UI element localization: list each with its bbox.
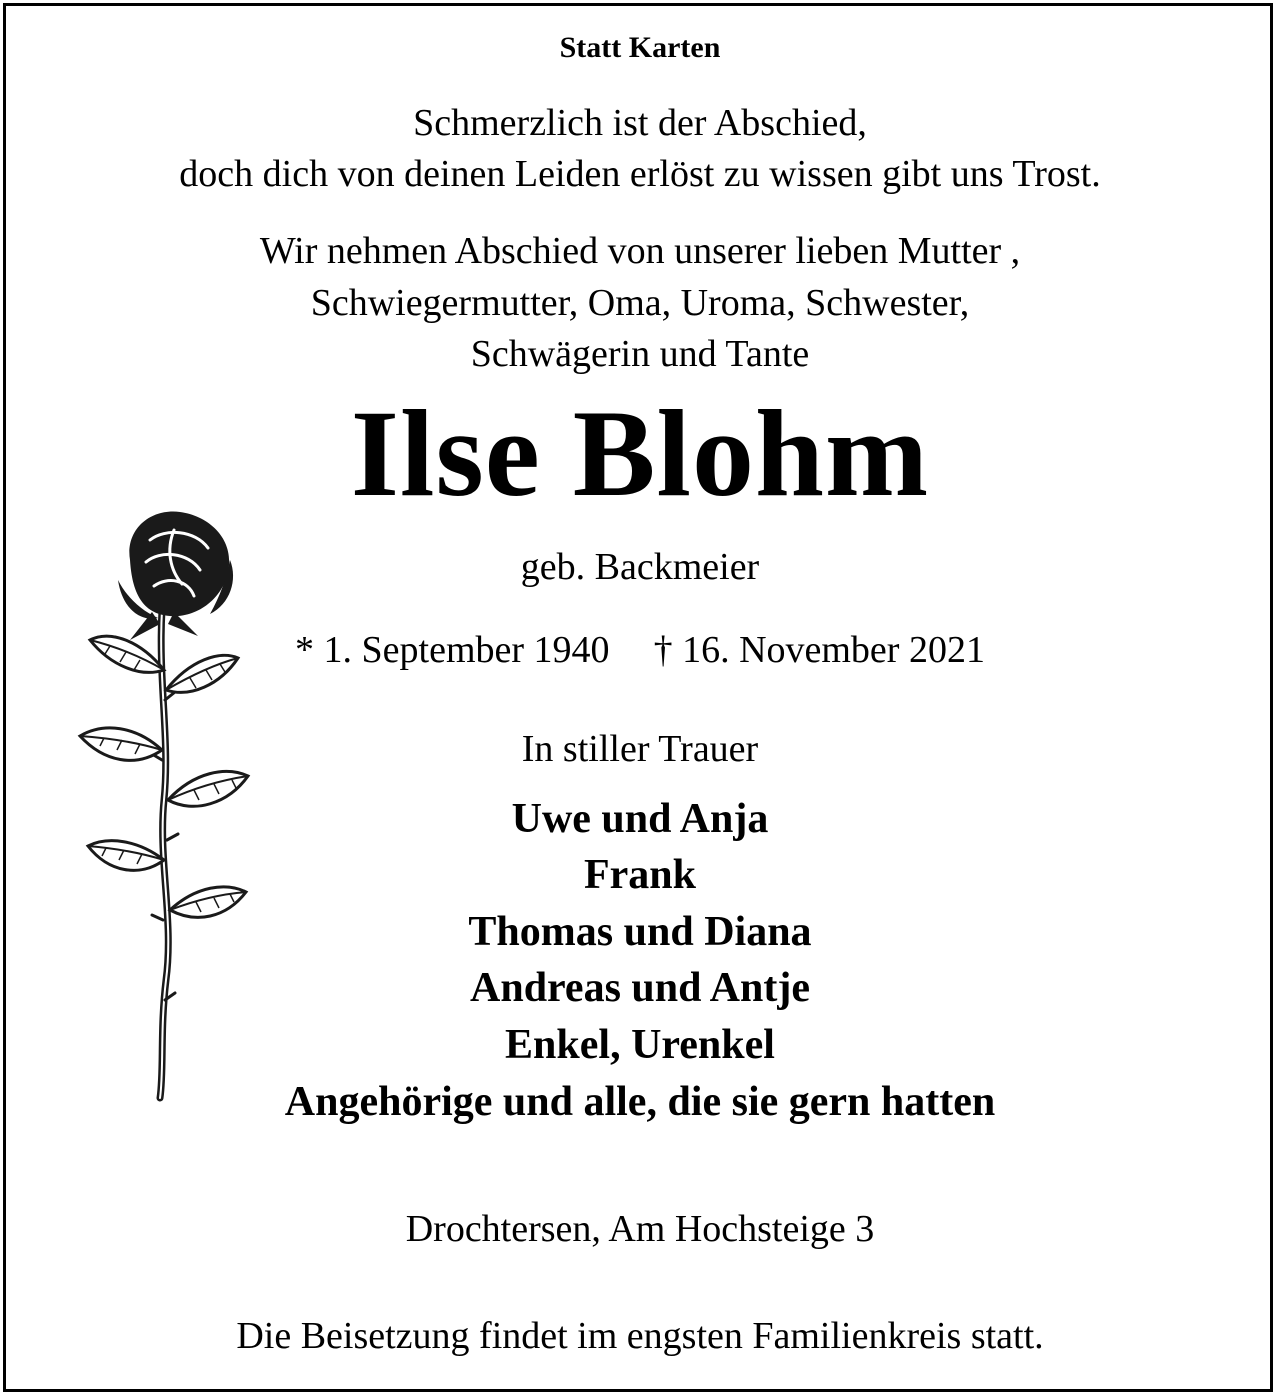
verse-line-1: Schmerzlich ist der Abschied,: [413, 102, 867, 144]
intro-line-2: Schwiegermutter, Oma, Uroma, Schwester,: [310, 282, 970, 324]
mourner-1: Uwe und Anja: [511, 796, 769, 842]
address: Drochtersen, Am Hochsteige 3: [405, 1208, 875, 1250]
maiden-name: geb. Backmeier: [520, 546, 760, 588]
notice-header: Statt Karten: [559, 31, 721, 64]
intro-line-3: Schwägerin und Tante: [470, 333, 810, 375]
burial-note: Die Beisetzung findet im engsten Familienkreis statt.: [236, 1315, 1044, 1357]
deceased-name: Ilse Blohm: [350, 385, 930, 522]
death-date: † 16. November 2021: [653, 629, 985, 671]
mourner-6: Angehörige und alle, die sie gern hatten: [284, 1079, 996, 1125]
birth-date: * 1. September 1940: [295, 629, 610, 671]
mourning-intro: In stiller Trauer: [521, 728, 759, 770]
intro-line-1: Wir nehmen Abschied von unserer lieben Mutter ,: [259, 230, 1021, 272]
rose-icon: [70, 500, 260, 1110]
mourner-3: Thomas und Diana: [468, 909, 812, 955]
mourner-2: Frank: [583, 852, 696, 898]
mourner-4: Andreas und Antje: [470, 965, 810, 1011]
verse-line-2: doch dich von deinen Leiden erlöst zu wissen gibt uns Trost.: [179, 153, 1101, 195]
mourner-5: Enkel, Urenkel: [505, 1022, 775, 1068]
